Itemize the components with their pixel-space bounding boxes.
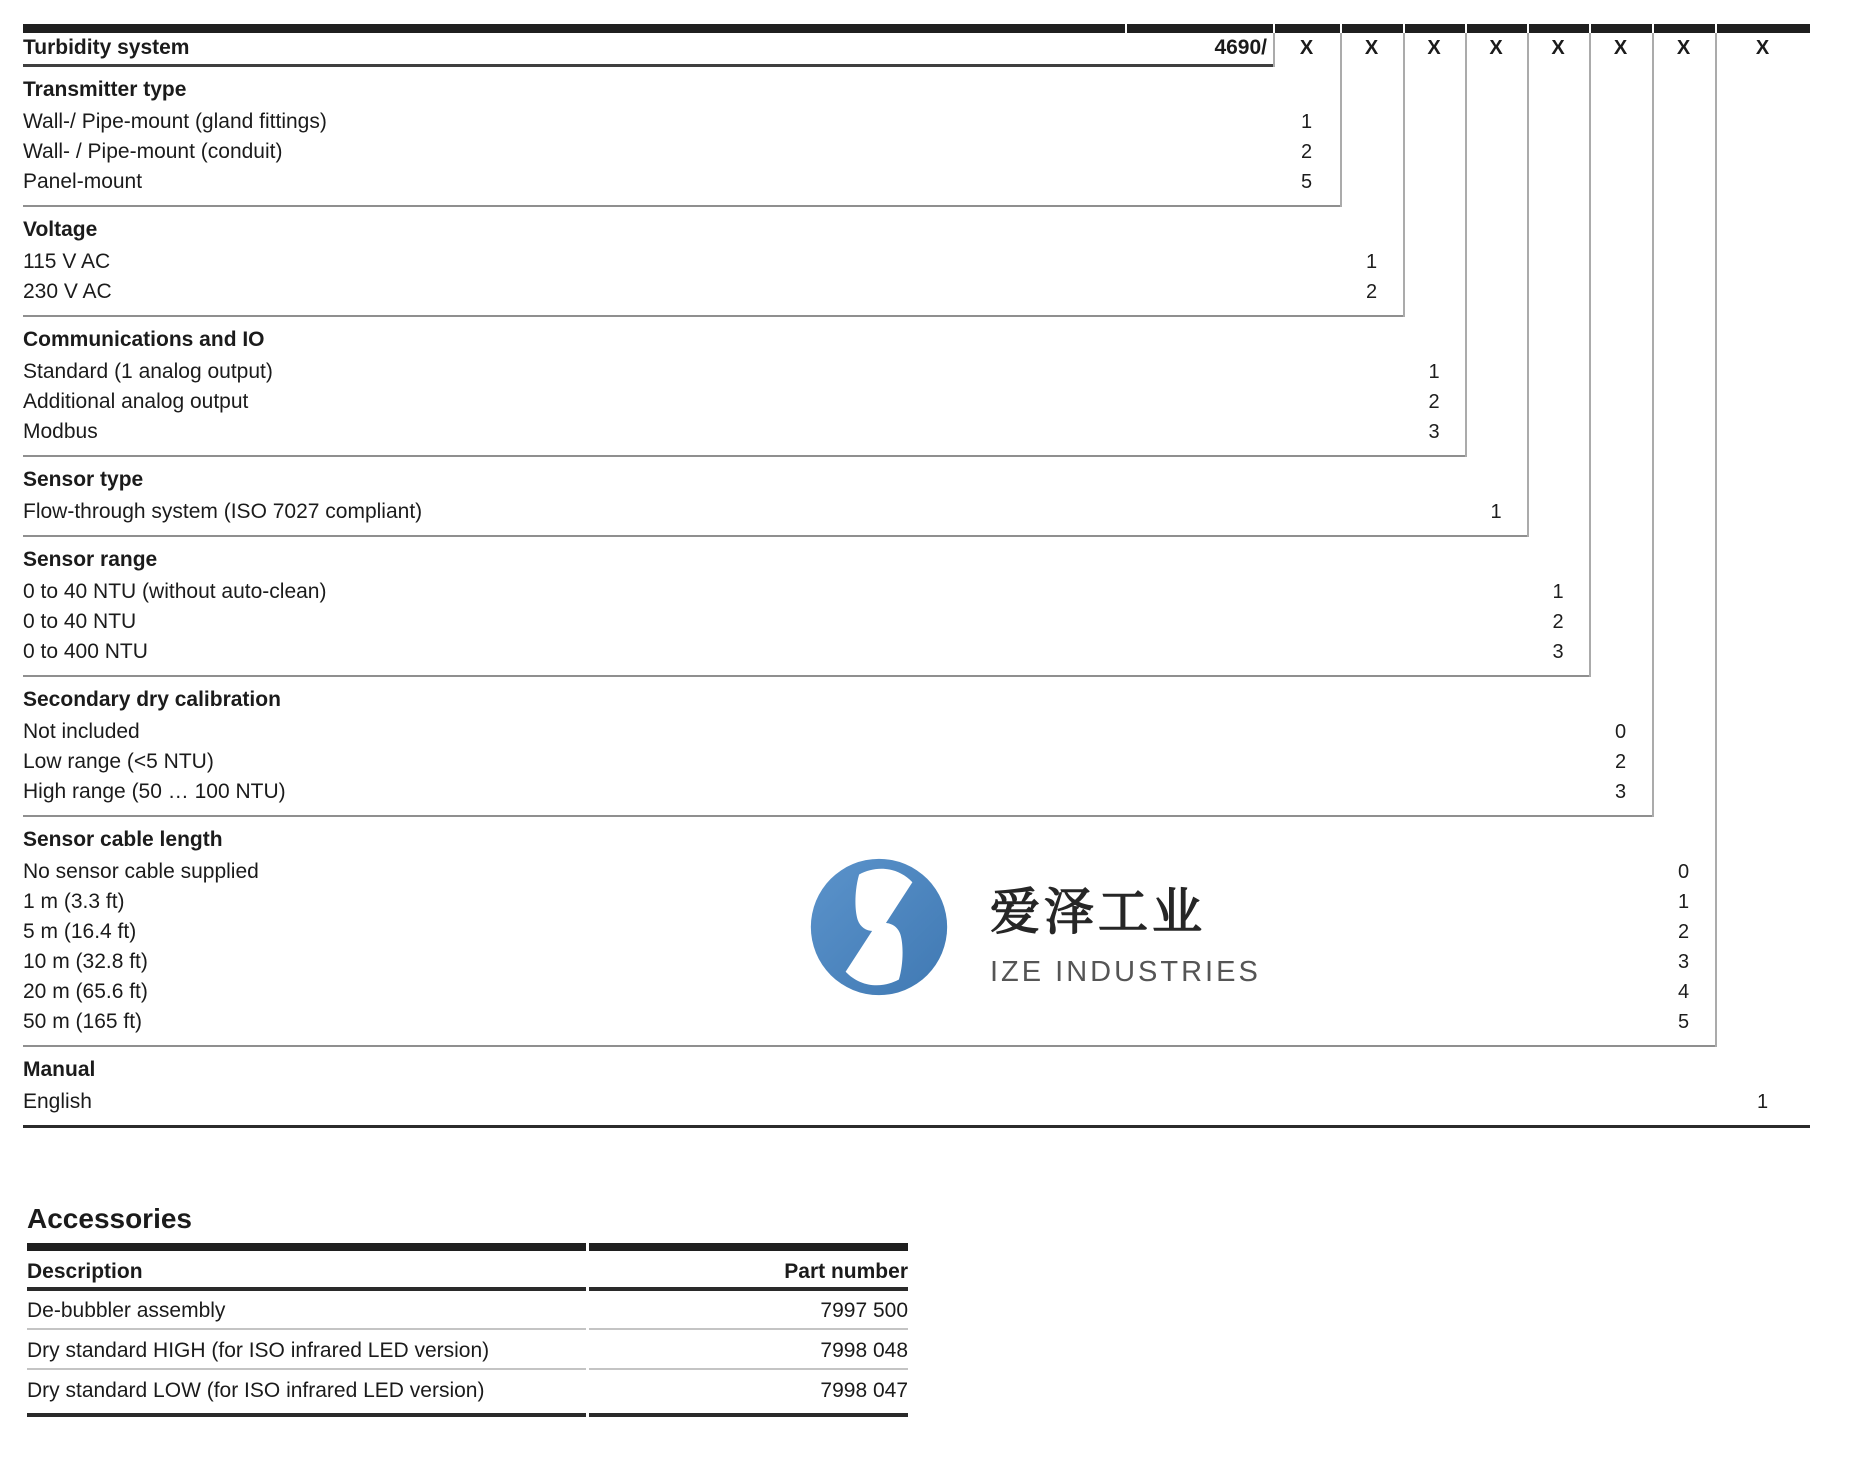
section-title: Sensor type (23, 468, 144, 491)
section-rule (23, 315, 1403, 317)
accessories-bottom-rule (589, 1413, 908, 1417)
accessories-top-bar (589, 1243, 908, 1251)
option-label: 10 m (32.8 ft) (23, 950, 148, 973)
table-top-bar-segment (1405, 24, 1465, 33)
watermark-text (990, 856, 1261, 989)
option-label: Standard (1 analog output) (23, 360, 273, 383)
section-rule (23, 535, 1527, 537)
option-label: 20 m (65.6 ft) (23, 980, 148, 1003)
option-label: 1 m (3.3 ft) (23, 890, 125, 913)
option-code: 1 (1428, 361, 1440, 383)
section-title: Transmitter type (23, 78, 187, 101)
option-label: 230 V AC (23, 280, 112, 303)
code-column-header: X (1613, 37, 1628, 59)
accessories-header-rule (27, 1287, 586, 1291)
section-rule (23, 455, 1465, 457)
option-label: No sensor cable supplied (23, 860, 259, 883)
accessory-description: Dry standard LOW (for ISO infrared LED version) (27, 1379, 485, 1402)
option-code: 3 (1677, 951, 1690, 973)
code-column-header: X (1676, 37, 1691, 59)
section-title: Voltage (23, 218, 98, 241)
option-code: 2 (1614, 751, 1627, 773)
section-title: Manual (23, 1058, 96, 1081)
code-column-header: X (1427, 37, 1441, 59)
section-title: Sensor range (23, 548, 158, 571)
option-label: 5 m (16.4 ft) (23, 920, 137, 943)
accessories-row-rule (27, 1368, 586, 1370)
option-label: 50 m (165 ft) (23, 1010, 143, 1033)
option-label: Modbus (23, 420, 98, 443)
option-label: Panel-mount (23, 170, 143, 193)
option-code: 2 (1677, 921, 1690, 943)
code-column-header: X (1551, 37, 1565, 59)
table-top-bar-segment (1127, 24, 1273, 33)
table-top-bar-segment (1529, 24, 1589, 33)
watermark-brand-en: IZE INDUSTRIES (990, 956, 1261, 988)
option-code: 3 (1428, 421, 1440, 443)
section-rule (23, 815, 1652, 817)
column-divider (1403, 33, 1405, 317)
option-code: 1 (1490, 501, 1502, 523)
table-top-bar-segment (1591, 24, 1652, 33)
section-rule (23, 1045, 1715, 1047)
option-label: Wall- / Pipe-mount (conduit) (23, 140, 283, 163)
table-top-bar-segment (23, 24, 1125, 33)
accessories-col-part-number: Part number (784, 1260, 908, 1283)
accessories-heading: Accessories (27, 1203, 193, 1234)
option-code: 3 (1552, 641, 1564, 663)
column-divider (1527, 33, 1529, 537)
accessory-part-number: 7998 047 (820, 1379, 908, 1402)
section-title: Communications and IO (23, 328, 265, 351)
option-code: 2 (1552, 611, 1564, 633)
accessory-description: Dry standard HIGH (for ISO infrared LED version) (27, 1339, 490, 1362)
column-divider (1465, 33, 1467, 457)
option-label: 115 V AC (23, 250, 111, 273)
accessory-description: De-bubbler assembly (27, 1299, 226, 1322)
option-label: Not included (23, 720, 140, 743)
option-label: English (23, 1090, 92, 1113)
accessories-row-rule (589, 1328, 908, 1330)
option-code: 4 (1677, 981, 1690, 1003)
option-label: Additional analog output (23, 390, 249, 413)
option-label: 0 to 400 NTU (23, 640, 148, 663)
code-column-header: X (1489, 37, 1503, 59)
option-label: Wall-/ Pipe-mount (gland fittings) (23, 110, 327, 133)
watermark-brand-cn: 爱泽工业 (990, 884, 1206, 940)
table-top-bar-segment (1467, 24, 1527, 33)
option-code: 1 (1677, 891, 1690, 913)
option-label: 0 to 40 NTU (without auto-clean) (23, 580, 327, 603)
option-code: 0 (1614, 721, 1627, 743)
option-code: 1 (1552, 581, 1564, 603)
option-code: 1 (1756, 1091, 1769, 1113)
code-column-header: X (1364, 37, 1379, 59)
option-label: Flow-through system (ISO 7027 compliant) (23, 500, 423, 523)
accessories-top-bar (27, 1243, 586, 1251)
table-bottom-rule (23, 1125, 1810, 1128)
accessories-header-rule (589, 1287, 908, 1291)
column-divider (1340, 33, 1342, 207)
accessories-bottom-rule (27, 1413, 586, 1417)
option-code: 1 (1300, 111, 1313, 133)
section-title: Secondary dry calibration (23, 688, 281, 711)
model-code-prefix: 4690/ (1214, 36, 1267, 59)
option-code: 0 (1677, 861, 1690, 883)
option-label: Low range (<5 NTU) (23, 750, 214, 773)
column-divider (1589, 33, 1591, 677)
table-top-bar-segment (1654, 24, 1715, 33)
option-code: 2 (1428, 391, 1440, 413)
option-code: 5 (1677, 1011, 1690, 1033)
column-divider (1273, 33, 1275, 67)
column-divider (1652, 33, 1654, 817)
section-rule (23, 205, 1340, 207)
table-top-bar-segment (1342, 24, 1403, 33)
accessory-part-number: 7997 500 (820, 1299, 908, 1322)
column-divider (1715, 33, 1717, 1047)
code-column-header: X (1299, 37, 1314, 59)
option-code: 5 (1300, 171, 1313, 193)
option-code: 2 (1300, 141, 1313, 163)
section-rule (23, 675, 1589, 677)
option-code: 1 (1365, 251, 1378, 273)
option-label: High range (50 … 100 NTU) (23, 780, 286, 803)
accessory-part-number: 7998 048 (820, 1339, 908, 1362)
section-title: Sensor cable length (23, 828, 223, 851)
option-code: 3 (1614, 781, 1627, 803)
accessories-col-description: Description (27, 1260, 143, 1283)
ordering-table-title: Turbidity system (23, 36, 190, 59)
table-top-bar-segment (1717, 24, 1810, 33)
accessories-row-rule (589, 1368, 908, 1370)
ize-logo-icon (808, 856, 950, 998)
code-column-header: X (1755, 37, 1770, 59)
table-top-bar-segment (1275, 24, 1340, 33)
accessories-row-rule (27, 1328, 586, 1330)
header-underline (23, 64, 1273, 67)
option-label: 0 to 40 NTU (23, 610, 137, 633)
option-code: 2 (1365, 281, 1378, 303)
watermark (808, 856, 1261, 998)
